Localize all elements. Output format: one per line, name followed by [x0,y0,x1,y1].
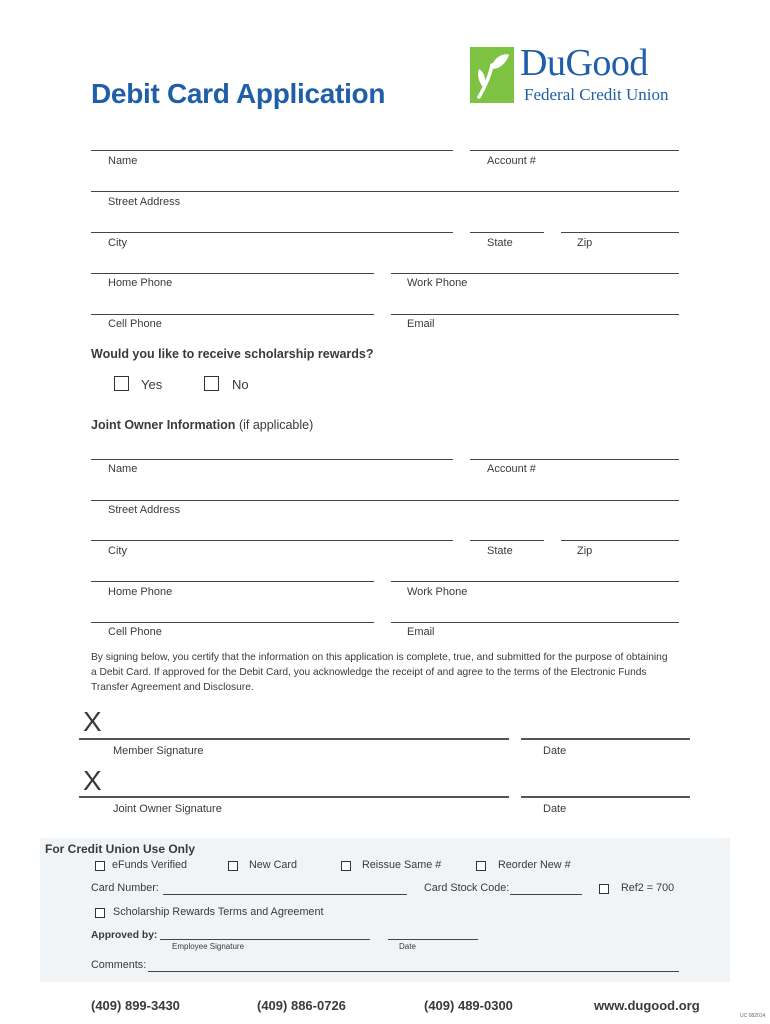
joint-signature-date-field[interactable] [521,796,690,798]
joint-signature-field[interactable] [79,796,509,798]
joint-work-phone-label: Work Phone [407,586,468,598]
reorder-checkbox[interactable] [476,861,486,871]
joint-name-field[interactable] [91,459,453,460]
cell-phone-field[interactable] [91,314,374,315]
employee-signature-caption: Employee Signature [172,942,245,951]
joint-email-label: Email [407,626,435,638]
joint-owner-heading-note: (if applicable) [238,418,314,432]
joint-street-label: Street Address [108,504,181,516]
joint-city-label: City [108,545,127,557]
efunds-verified-checkbox[interactable] [95,861,105,871]
joint-name-label: Name [108,463,138,475]
city-field[interactable] [91,232,453,233]
member-signature-field[interactable] [79,738,509,740]
dugood-leaf-logo-icon [470,47,514,103]
member-signature-label: Member Signature [113,745,204,757]
joint-street-field[interactable] [91,500,679,501]
joint-signature-x-mark: X [83,765,102,796]
joint-cell-phone-field[interactable] [91,622,374,623]
work-phone-field[interactable] [391,273,679,274]
approval-date-field[interactable] [388,939,478,940]
footer-phone-1: (409) 899-3430 [91,998,180,1013]
reorder-label: Reorder New # [498,859,571,871]
joint-signature-label: Joint Owner Signature [113,803,222,815]
home-phone-field[interactable] [91,273,374,274]
scholarship-no-label: No [232,377,249,392]
joint-email-field[interactable] [391,622,679,623]
zip-label: Zip [577,237,593,249]
joint-state-label: State [487,545,513,557]
zip-field[interactable] [561,232,679,233]
joint-home-phone-label: Home Phone [108,586,173,598]
form-title: Debit Card Application [91,78,386,109]
reissue-label: Reissue Same # [362,859,442,871]
ref2-checkbox[interactable] [599,884,609,894]
card-stock-label: Card Stock Code: [424,882,510,894]
scholarship-yes-label: Yes [141,377,163,392]
logo-subtitle: Federal Credit Union [524,85,669,104]
ref2-label: Ref2 = 700 [621,882,675,894]
scholarship-yes-checkbox[interactable] [114,376,129,391]
email-label: Email [407,318,435,330]
joint-work-phone-field[interactable] [391,581,679,582]
scholarship-no-checkbox[interactable] [204,376,219,391]
form-number: UC 082014 [740,1013,766,1019]
new-card-checkbox[interactable] [228,861,238,871]
comments-label: Comments: [91,959,147,971]
joint-zip-label: Zip [577,545,593,557]
home-phone-label: Home Phone [108,277,173,289]
scholarship-terms-checkbox[interactable] [95,908,105,918]
footer-phone-2: (409) 886-0726 [257,998,346,1013]
joint-owner-heading-bold: Joint Owner Information [91,418,236,432]
member-date-label: Date [543,745,567,757]
cu-use-heading: For Credit Union Use Only [45,842,196,856]
card-number-label: Card Number: [91,882,159,894]
card-number-field[interactable] [163,894,407,895]
logo-name: DuGood [520,42,648,84]
joint-account-field[interactable] [470,459,679,460]
street-field[interactable] [91,191,679,192]
certification-text: By signing below, you certify that the information on this application is complete, true, and submitted for the purpose of obtaining a Debit Card. If approved for the Debit Card, you acknowledge the receipt of and agree to the terms of the Electronic Funds Transfer Agreement and Disclosure. [91,652,668,693]
joint-home-phone-field[interactable] [91,581,374,582]
joint-city-field[interactable] [91,540,453,541]
footer-website-link[interactable]: www.dugood.org [594,998,700,1013]
joint-state-field[interactable] [470,540,544,541]
name-field[interactable] [91,150,453,151]
leaf-icon [470,47,514,103]
employee-signature-field[interactable] [160,939,370,940]
name-label: Name [108,155,138,167]
joint-owner-heading [91,418,313,432]
account-label: Account # [487,155,536,167]
scholarship-question: Would you like to receive scholarship rewards? [91,347,374,361]
joint-cell-phone-label: Cell Phone [108,626,162,638]
member-signature-date-field[interactable] [521,738,690,740]
street-label: Street Address [108,196,181,208]
approved-by-label: Approved by: [91,930,158,941]
footer-phone-3: (409) 489-0300 [424,998,513,1013]
state-label: State [487,237,513,249]
comments-field[interactable] [148,971,679,972]
efunds-verified-label: eFunds Verified [112,859,188,871]
approval-date-caption: Date [399,942,416,951]
work-phone-label: Work Phone [407,277,468,289]
joint-zip-field[interactable] [561,540,679,541]
scholarship-terms-label: Scholarship Rewards Terms and Agreement [113,906,324,918]
state-field[interactable] [470,232,544,233]
account-field[interactable] [470,150,679,151]
city-label: City [108,237,127,249]
reissue-checkbox[interactable] [341,861,351,871]
joint-date-label: Date [543,803,567,815]
card-stock-field[interactable] [510,894,582,895]
cell-phone-label: Cell Phone [108,318,162,330]
new-card-label: New Card [249,859,298,871]
joint-account-label: Account # [487,463,536,475]
member-signature-x-mark: X [83,706,102,737]
email-field[interactable] [391,314,679,315]
